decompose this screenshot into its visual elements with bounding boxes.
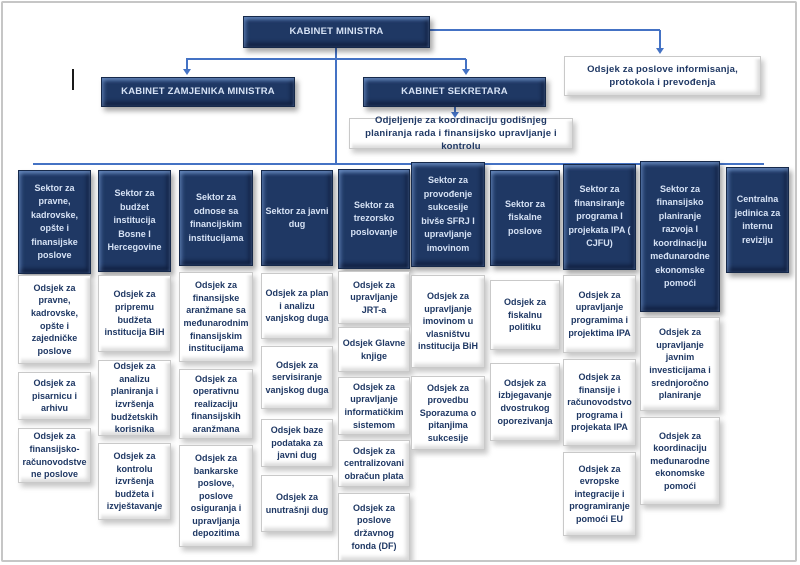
sector-box-2[interactable]	[179, 170, 253, 266]
sector-label: Sektor za budžet institucija Bosne I Hercegovine	[107, 188, 162, 253]
unit-label: Odsjek za servisiranje vanjskog duga	[265, 359, 329, 395]
unit-box[interactable]	[179, 369, 253, 439]
sector-label: Sektor za provođenje sukcesije bivše SFRJ I upravljanje imovinom	[421, 175, 475, 253]
connector-info-drop	[659, 30, 661, 49]
unit-label: Odsjek za analizu planiranja i izvršenja budžetskih korisnika	[110, 361, 159, 435]
sector-box-0[interactable]	[18, 170, 91, 274]
unit-box[interactable]	[640, 317, 720, 411]
sector-box-1[interactable]	[98, 170, 171, 272]
unit-label: Odsjek za kontrolu izvršenja budžeta i izvještavanje	[106, 451, 163, 512]
sector-label: Sektor za pravne, kadrovske, opšte i finansijske poslove	[30, 182, 79, 260]
unit-label: Odsjek za koordinaciju međunarodne ekonomske pomoći	[650, 430, 710, 491]
kabinet-sekretara-label: KABINET SEKRETARA	[401, 85, 508, 97]
sector-label: Sektor za javni dug	[265, 205, 329, 229]
sector-box-8[interactable]	[640, 161, 720, 312]
connector-trunk	[335, 48, 337, 164]
unit-box[interactable]	[338, 271, 410, 324]
unit-box[interactable]	[98, 443, 171, 520]
sector-box-9[interactable]	[726, 167, 789, 273]
unit-label: Odsjek za plan i analizu vanjskog duga	[265, 288, 329, 324]
unit-box[interactable]	[179, 445, 253, 547]
sector-box-6[interactable]	[490, 170, 560, 266]
org-chart-canvas	[1, 1, 797, 562]
odsjek-informisanje-label: Odsjek za poslove informisanja, protokola i prevođenja	[587, 63, 738, 88]
unit-box[interactable]	[261, 273, 333, 339]
unit-label: Odsjek za upravljanje programima i projektima IPA	[568, 289, 631, 338]
unit-box[interactable]	[261, 475, 333, 532]
sector-label: Sektor za finansiranje programa I projekata IPA ( CJFU)	[568, 184, 631, 249]
kabinet-zamjenika-box[interactable]	[101, 77, 295, 107]
sector-box-4[interactable]	[338, 169, 410, 269]
unit-box[interactable]	[563, 359, 636, 446]
unit-box[interactable]	[490, 280, 560, 350]
connector-arrow	[656, 48, 664, 54]
unit-box[interactable]	[18, 275, 91, 364]
unit-label: Odsjek za pisarnicu i arhivu	[31, 378, 77, 414]
unit-box[interactable]	[179, 272, 253, 362]
kabinet-sekretara-box[interactable]	[363, 77, 546, 107]
odsjek-informisanje-box[interactable]	[564, 56, 761, 96]
unit-box[interactable]	[338, 327, 410, 372]
odjeljenje-koordinacija-label: Odjeljenje za koordinaciju godišnjeg planiranja rada i finansijsko upravljanje i kontrolu	[365, 114, 557, 153]
unit-label: Odsjek za upravljanje informatičkim sistemom	[344, 381, 404, 430]
sector-label: Sektor za trezorsko poslovanje	[350, 199, 398, 237]
sector-label: Centralna jedinica za internu reviziju	[734, 194, 781, 245]
connector-arrow	[462, 69, 470, 75]
kabinet-ministra-box[interactable]	[243, 16, 430, 48]
unit-label: Odsjek za provedbu Sporazuma o pitanjima sukcesije	[419, 382, 477, 443]
sector-box-5[interactable]	[411, 162, 485, 267]
sector-box-7[interactable]	[563, 164, 636, 270]
unit-box[interactable]	[411, 376, 485, 450]
unit-box[interactable]	[338, 377, 410, 435]
unit-box[interactable]	[411, 275, 485, 368]
sector-label: Sektor za odnose sa financijskim institucijama	[188, 192, 244, 243]
odjeljenje-koordinacija-box[interactable]	[349, 114, 573, 153]
unit-label: Odsjek za upravljanje JRT-a	[350, 279, 398, 315]
unit-box[interactable]	[261, 346, 333, 409]
unit-label: Odsjek za operativnu realizaciju finansijskih aranžmana	[191, 373, 241, 434]
unit-label: Odsjek za finansijske aranžmane sa međunarodnim finansijskim institucijama	[183, 280, 249, 354]
unit-box[interactable]	[563, 452, 636, 536]
sector-label: Sektor za finansijsko planiranje razvoja I koordinaciju međunarodne ekonomske pomoći	[650, 183, 710, 288]
unit-label: Odsjek baze podataka za javni dug	[270, 425, 324, 461]
unit-label: Odsjek za izbjegavanje dvostrukog oporezivanja	[497, 377, 553, 426]
unit-box[interactable]	[98, 360, 171, 436]
unit-label: Odsjek za evropske integracije i programiranje pomoći EU	[569, 463, 630, 524]
connector-info-horizontal	[430, 29, 660, 31]
unit-box[interactable]	[18, 372, 91, 420]
unit-box[interactable]	[338, 440, 410, 487]
unit-label: Odsjek za finansije i računovodstvo programa i projekata IPA	[567, 372, 632, 433]
unit-label: Odsjek za bankarske poslove, poslove osiguranja i upravljanja depozitima	[190, 452, 242, 539]
unit-box[interactable]	[640, 417, 720, 505]
unit-label: Odsjek za pravne, kadrovske, opšte i zajedničke poslove	[30, 282, 79, 356]
unit-label: Odsjek za unutrašnji dug	[265, 491, 329, 515]
unit-label: Odsjek za upravljanje javnim investicijama i srednjoročno planiranje	[649, 327, 711, 401]
unit-box[interactable]	[338, 493, 410, 561]
unit-label: Odsjek Glavne knjige	[342, 337, 406, 361]
unit-label: Odsjek za fiskalnu politiku	[503, 297, 547, 333]
unit-box[interactable]	[563, 275, 636, 353]
kabinet-zamjenika-label: KABINET ZAMJENIKA MINISTRA	[121, 85, 275, 97]
unit-box[interactable]	[18, 428, 91, 483]
connector-branch-horizontal	[186, 58, 466, 60]
unit-label: Odsjek za finansijsko-računovodstvene poslove	[22, 431, 87, 480]
unit-label: Odsjek za poslove državnog fonda (DF)	[351, 502, 397, 551]
sector-box-3[interactable]	[261, 170, 333, 266]
connector-arrow	[183, 69, 191, 75]
unit-label: Odsjek za centralizovani obračun plata	[343, 445, 405, 481]
unit-label: Odsjek za pripremu budžeta institucija BiH	[104, 289, 165, 338]
unit-label: Odsjek za upravljanje imovinom u vlasništvu institucija BiH	[417, 291, 478, 352]
kabinet-ministra-label: KABINET MINISTRA	[289, 25, 384, 37]
text-cursor	[72, 69, 74, 90]
sector-label: Sektor za fiskalne poslove	[504, 198, 546, 236]
unit-box[interactable]	[98, 275, 171, 352]
unit-box[interactable]	[261, 419, 333, 467]
unit-box[interactable]	[490, 363, 560, 441]
